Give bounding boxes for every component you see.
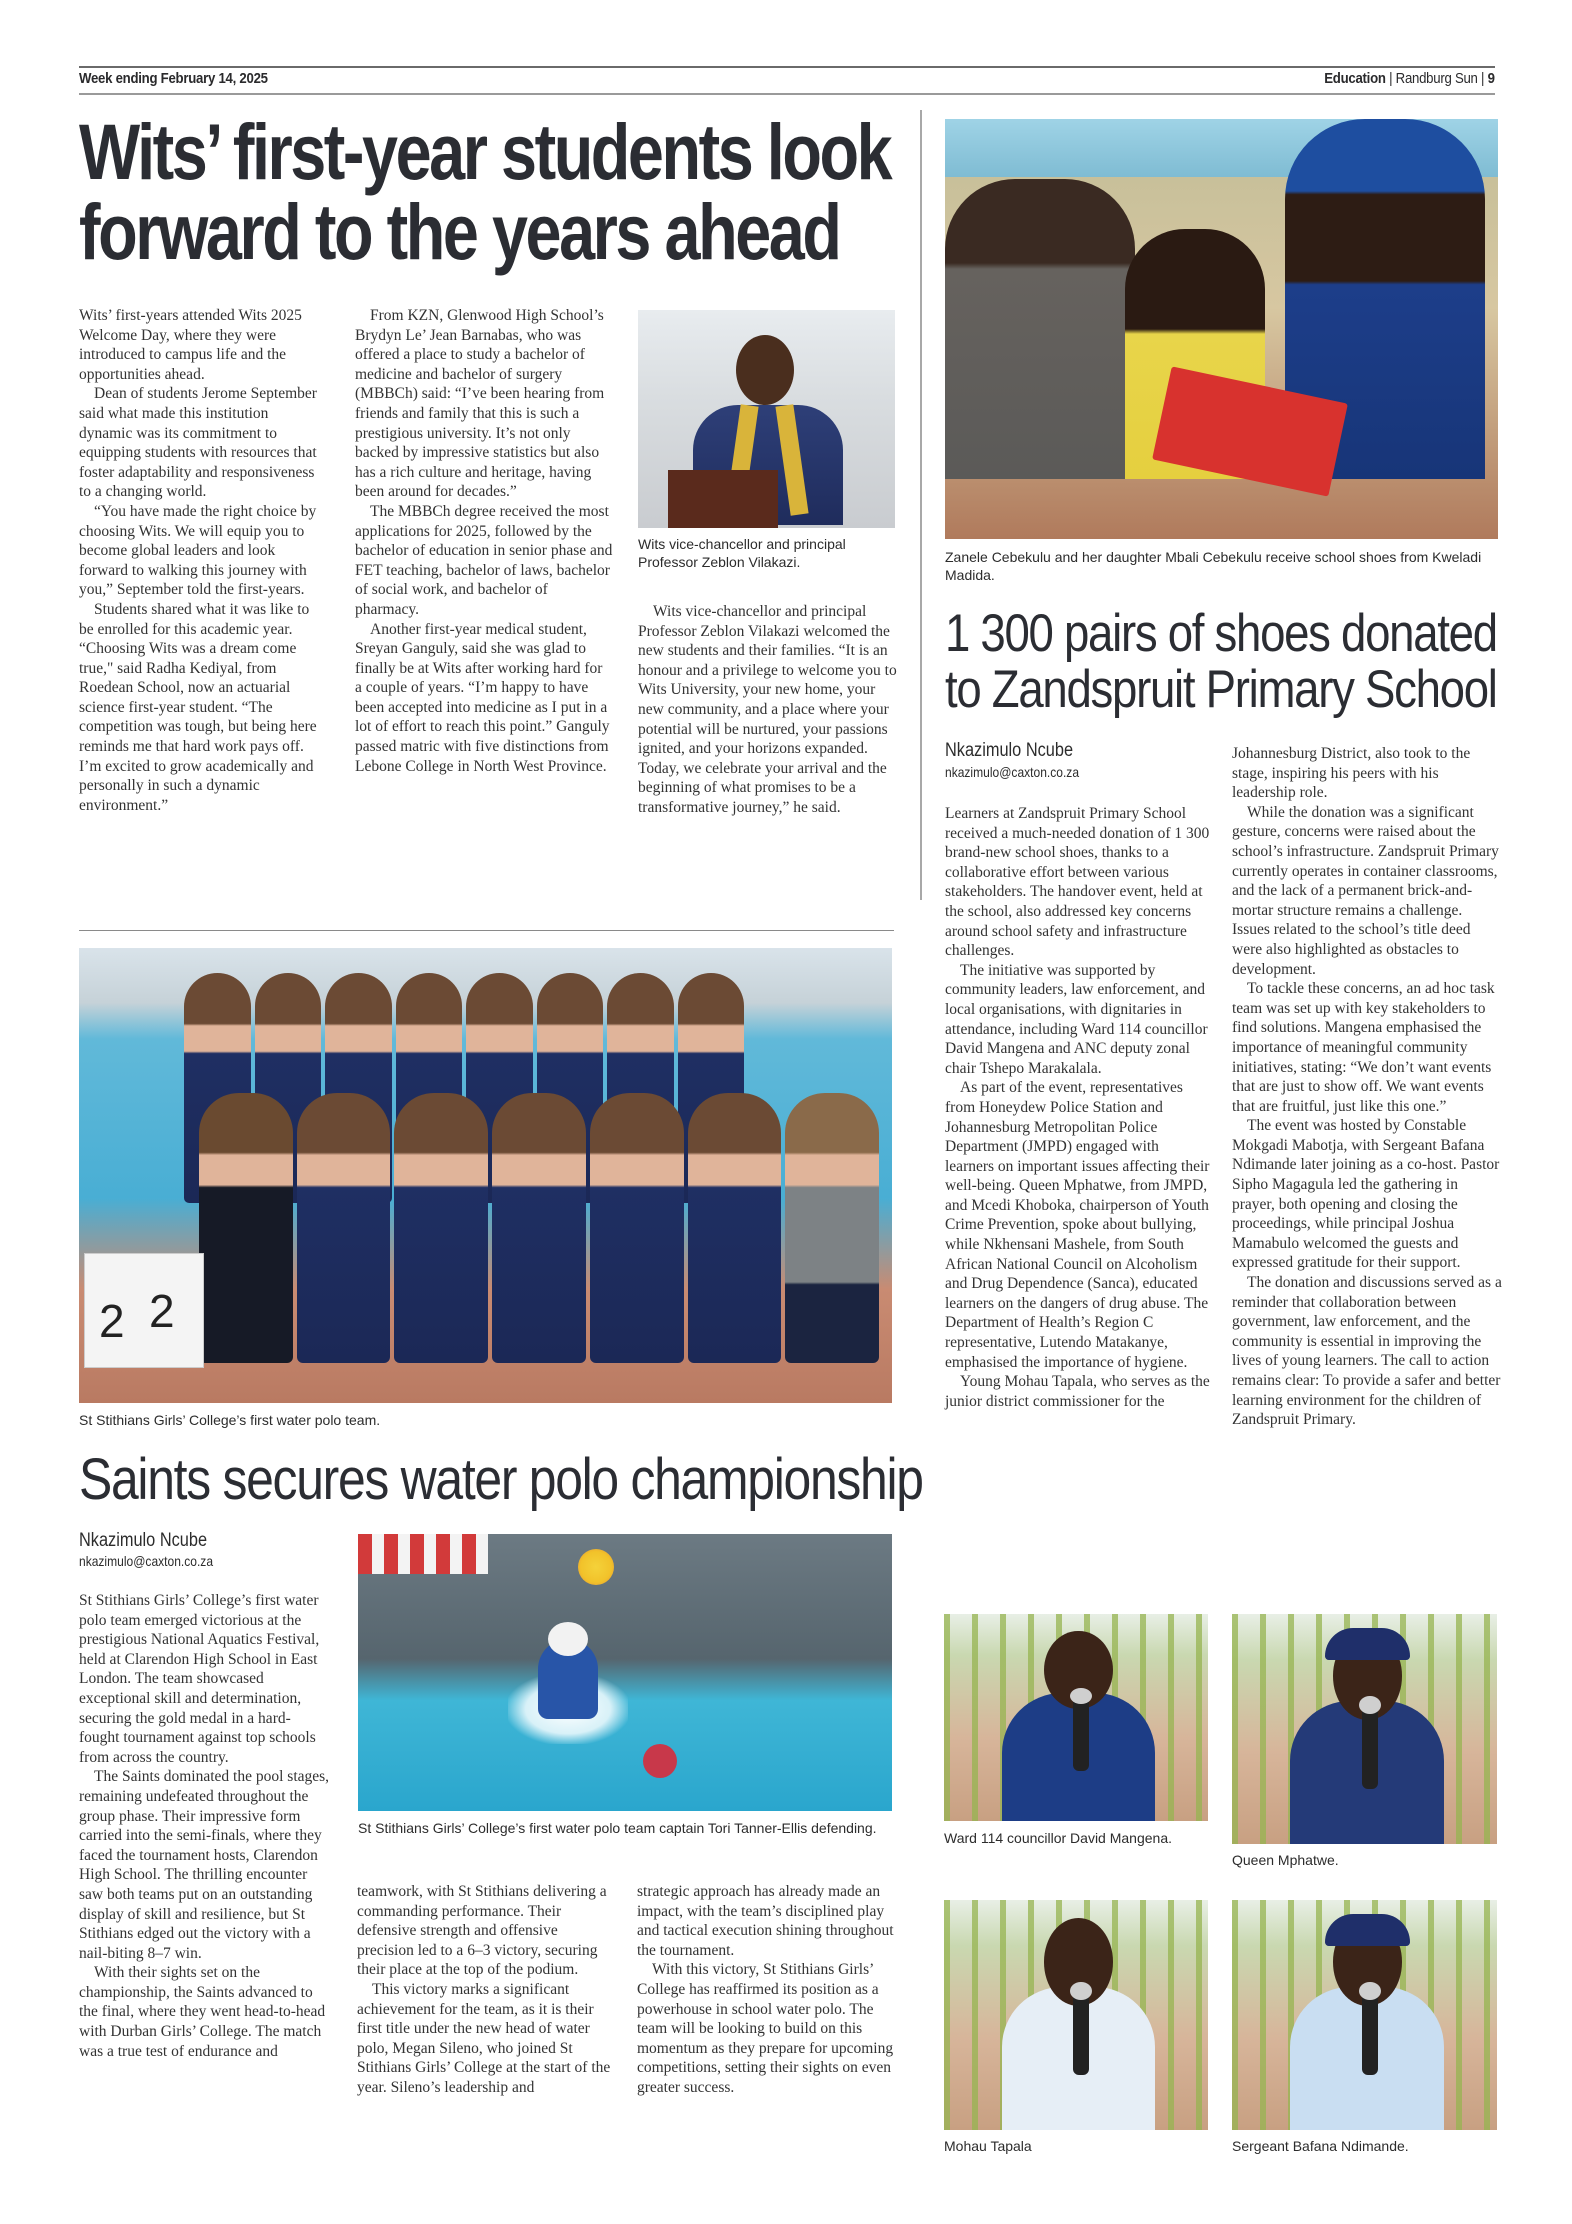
team-photo — [79, 948, 892, 1403]
paragraph: Dean of students Jerome September said what made this institution dynamic was its commitment to equipping students with resources that foster adaptability and responsiveness to a changing world. — [79, 385, 317, 501]
paragraph: The initiative was supported by community leaders, law enforcement, and local organisations, with dignitaries in attendance, including Ward 114 councillor David Mangena and ANC deputy zonal chair Tshepo Marakalala. — [945, 961, 1208, 1077]
paragraph: strategic approach has already made an impact, with the team’s disciplined play and tactical execution shining throughout the tournament. — [637, 1883, 894, 1959]
block-number: 2 — [149, 1285, 175, 1337]
header-top-rule — [79, 66, 1495, 68]
gallery-photo-tapala — [944, 1900, 1208, 2130]
polo-action-caption: St Stithians Girls’ College’s first water polo team captain Tori Tanner-Ellis defending. — [358, 1820, 877, 1836]
polo-action-photo — [358, 1534, 892, 1811]
folio-separator: | — [1389, 70, 1393, 87]
paragraph: With this victory, St Stithians Girls’ College has reaffirmed its position as a powerhouse in school water polo. The team will be looking to build on this momentum as they prepare for upcoming competitions, setting their sights on even greater success. — [637, 1961, 894, 2096]
column-divider — [920, 110, 922, 900]
vice-chancellor-photo — [638, 310, 895, 528]
paragraph: The donation and discussions served as a reminder that collaboration between government, law enforcement, and the community is essential in improving the lives of young learners. The call to action remains clear: To provide a safer and better learning environment for the children of Zandspruit Primary. — [1232, 1274, 1502, 1429]
headline-line: Wits’ first-year students look — [79, 107, 891, 196]
paragraph: Another first-year medical student, Sreyan Ganguly, said she was glad to finally be at Wits after working hard for a couple of years. “I’m happy to have been accepted into medicine as I put in a lot of effort to reach this point.” Ganguly passed matric with five distinctions from Lebone College in North West Province. — [355, 620, 610, 775]
paragraph: While the donation was a significant gesture, concerns were raised about the school’s infrastructure. Zandspruit Primary currently operates in container classrooms, and the lack of a permanent brick-and-mortar structure remains a challenge. Issues related to the school’s title deed were also highlighted as obstacles to development. — [1232, 803, 1499, 978]
polo-column-3 — [637, 1882, 897, 2098]
polo-column-2 — [357, 1882, 612, 2098]
paragraph: “You have made the right choice by choosing Wits. We will equip you to become global leaders and look forward to walking this journey with you,” September told the first-years. — [79, 502, 317, 599]
section-divider — [79, 930, 894, 931]
shoes-headline — [945, 606, 1497, 718]
paragraph: The event was hosted by Constable Mokgadi Mabotja, with Sergeant Bafana Ndimande later joining as a co-host. Pastor Sipho Magagula led the gathering in prayer, both opening and closing the proceedings, while principal Joshua Mamabulo welcomed the guests and expressed gratitude for their support. — [1232, 1117, 1500, 1272]
polo-byline-email[interactable]: nkazimulo@caxton.co.za — [79, 1553, 214, 1569]
paragraph: With their sights set on the championship, the Saints advanced to the final, where they went head-to-head with Durban Girls’ College. The match was a true test of endurance and — [79, 1964, 326, 2060]
publication-name: Randburg Sun — [1395, 70, 1478, 87]
headline-line: 1 300 pairs of shoes donated — [945, 604, 1497, 663]
paragraph: The MBBCh degree received the most applications for 2025, followed by the bachelor of education in senior phase and FET teaching, bachelor of laws, bachelor of social work, and bachelor of pharmacy. — [355, 502, 613, 618]
vice-chancellor-caption: Wits vice-chancellor and principal Professor Zeblon Vilakazi. — [638, 536, 846, 570]
shoes-column-1 — [945, 804, 1210, 1411]
paragraph: To tackle these concerns, an ad hoc task team was set up with key stakeholders to find solutions. Mangena emphasised the importance of meaningful community initiatives, stating: “We don’t want events that are just to show off. We want events that are fruitful, just like this one.” — [1232, 980, 1495, 1115]
paragraph: Learners at Zandspruit Primary School received a much-needed donation of 1 300 brand-new school shoes, thanks to a collaborative effort between various stakeholders. The handover event, held at the school, also addressed key concerns around school safety and infrastructure challenges. — [945, 805, 1210, 960]
polo-column-1 — [79, 1591, 331, 2061]
headline-line: forward to the years ahead — [79, 187, 840, 276]
polo-headline: Saints secures water polo championship — [79, 1447, 923, 1512]
section-name: Education — [1324, 70, 1386, 87]
wits-column-2 — [355, 306, 613, 776]
gallery-photo-ndimande — [1232, 1900, 1497, 2130]
headline-line: to Zandspruit Primary School — [945, 660, 1497, 719]
paragraph: This victory marks a significant achievement for the team, as it is their first title under the new head of water polo, Megan Sileno, who joined St Stithians Girls’ College at the start of the year. Sileno’s leadership and — [357, 1980, 611, 2096]
shoes-byline-name: Nkazimulo Ncube — [945, 740, 1074, 761]
gallery-photo-mangena — [944, 1614, 1208, 1821]
starting-block — [84, 1253, 204, 1368]
wits-column-3 — [638, 602, 900, 818]
wits-headline — [79, 107, 891, 276]
shoes-byline-email[interactable]: nkazimulo@caxton.co.za — [945, 764, 1080, 780]
page-folio — [1325, 70, 1495, 87]
paragraph: Wits vice-chancellor and principal Professor Zeblon Vilakazi welcomed the new students and their families. “It is an honour and a privilege to welcome you to Wits University, your new home, your new community, and a place where your potential will be nurtured, your passions ignited, and your horizons expanded. Today, we celebrate your arrival and the beginning of what promises to be a transformative journey,” he said. — [638, 603, 897, 816]
polo-byline-name: Nkazimulo Ncube — [79, 1530, 208, 1551]
page-number: 9 — [1487, 70, 1495, 87]
paragraph: As part of the event, representatives from Honeydew Police Station and Johannesburg Metropolitan Police Department (JMPD) engaged with learners on important issues affecting their well-being. Queen Mphatwe, from JMPD, and Mcedi Khoboka, chairperson of Youth Crime Prevention, spoke about bullying, while Nkhensani Mashele, from South African National Council on Alcoholism and Drug Dependence (Sanca), educated learners on the dangers of drug abuse. The Department of Health’s Region C representative, Lutendo Matakanye, emphasised the importance of hygiene. — [945, 1079, 1210, 1371]
gallery-caption-ndimande: Sergeant Bafana Ndimande. — [1232, 2138, 1409, 2154]
shoe-handover-photo — [945, 119, 1498, 539]
shoe-handover-caption: Zanele Cebekulu and her daughter Mbali Cebekulu receive school shoes from Kweladi Madida. — [945, 549, 1482, 583]
paragraph: Students shared what it was like to be enrolled for this academic year. “Choosing Wits was a dream come true," said Radha Kediyal, from Roedean School, now an actuarial science first-year student. “The competition was tough, but being here reminds me that hard work pays off. I’m excited to grow academically and personally in such a dynamic environment.” — [79, 600, 317, 814]
paragraph: The Saints dominated the pool stages, remaining undefeated throughout the group phase. Their impressive form carried into the semi-finals, where they faced the tournament hosts, Clarendon High School. The thrilling encounter saw both teams put on an outstanding display of skill and resilience, but St Stithians edged out the victory with a nail-biting 8–7 win. — [79, 1768, 330, 1962]
team-photo-caption: St Stithians Girls’ College’s first water polo team. — [79, 1412, 381, 1428]
wits-column-1 — [79, 306, 319, 815]
paragraph: St Stithians Girls’ College’s first water polo team emerged victorious at the prestigious National Aquatics Festival, held at Clarendon High School in East London. The team showcased exceptional skill and determination, securing the gold medal in a hard-fought tournament against top schools from across the country. — [79, 1592, 320, 1766]
paragraph: teamwork, with St Stithians delivering a commanding performance. Their defensive strength and offensive precision led to a 6–3 victory, securing their place at the top of the podium. — [357, 1883, 607, 1979]
gallery-caption-tapala: Mohau Tapala — [944, 2138, 1032, 2154]
issue-date: Week ending February 14, 2025 — [79, 70, 268, 87]
block-number: 2 — [99, 1295, 125, 1347]
gallery-photo-mphatwe — [1232, 1614, 1497, 1844]
paragraph: Johannesburg District, also took to the stage, inspiring his peers with his leadership role. — [1232, 745, 1471, 802]
gallery-caption-mangena: Ward 114 councillor David Mangena. — [944, 1830, 1173, 1846]
folio-separator: | — [1481, 70, 1485, 87]
paragraph: Wits’ first-years attended Wits 2025 Welcome Day, where they were introduced to campus life and the opportunities ahead. — [79, 307, 302, 383]
paragraph: Young Mohau Tapala, who serves as the junior district commissioner for the — [945, 1373, 1210, 1410]
paragraph: From KZN, Glenwood High School’s Brydyn Le’ Jean Barnabas, who was offered a place to study a bachelor of medicine and bachelor of surgery (MBBCh) said: “I’ve been hearing from friends and family that this is such a prestigious university. It’s not only backed by impressive statistics but also has a rich culture and heritage, having been around for decades.” — [355, 307, 605, 501]
header-bottom-rule — [79, 93, 1495, 95]
gallery-caption-mphatwe: Queen Mphatwe. — [1232, 1852, 1339, 1868]
shoes-column-2 — [1232, 744, 1502, 1430]
